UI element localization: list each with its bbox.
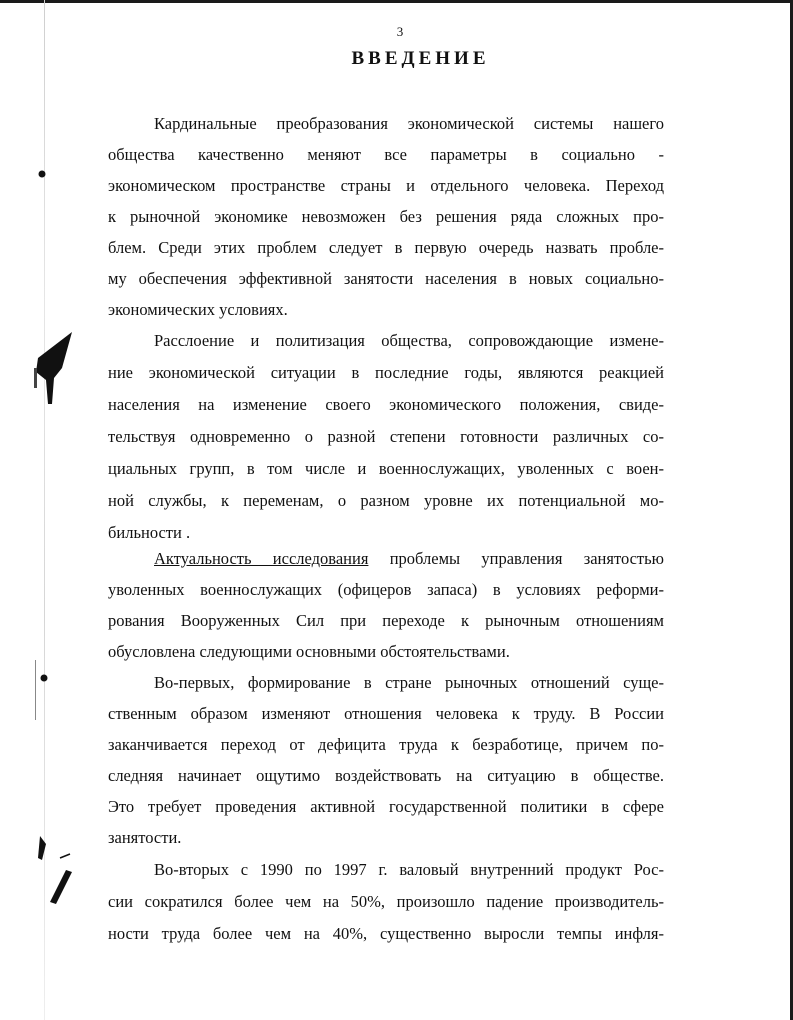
paragraph-1-line-6: му обеспечения эффективной занятости населения в новых социально-	[108, 269, 664, 288]
paragraph-3-line-1-rest: проблемы управления занятостью	[368, 549, 664, 568]
paragraph-2-line-2: ние экономической ситуации в последние годы, являются реакцией	[108, 363, 664, 382]
paragraph-2-line-3: населения на изменение своего экономического положения, свиде-	[108, 395, 664, 414]
paragraph-1-line-1: Кардинальные преобразования экономической системы нашего	[154, 114, 664, 133]
scan-top-border	[0, 0, 793, 3]
paragraph-2-line-1: Расслоение и политизация общества, сопровождающие измене-	[154, 331, 664, 350]
relevance-term: Актуальность исследования	[154, 549, 369, 568]
paragraph-1-line-3: экономическом пространстве страны и отдельного человека. Переход	[108, 176, 664, 195]
paragraph-4-line-3: заканчивается переход от дефицита труда к безработице, причем по-	[108, 735, 664, 754]
page-number: 3	[396, 24, 404, 39]
paragraph-4-line-1: Во-первых, формирование в стране рыночных отношений суще-	[154, 673, 664, 692]
paragraph-2-line-4: тельствуя одновременно о разной степени готовности различных со-	[108, 427, 664, 446]
paragraph-5-line-2: сии сократился более чем на 50%, произошло падение производитель-	[108, 892, 664, 911]
binding-clip-shadow-1	[28, 328, 76, 408]
paragraph-2-line-5: циальных групп, в том числе и военнослужащих, уволенных с воен-	[108, 459, 664, 478]
paragraph-2-line-7: бильности .	[108, 523, 191, 542]
paragraph-3-line-2: уволенных военнослужащих (офицеров запаса) в условиях реформи-	[108, 580, 664, 599]
punch-hole-mark-1	[36, 168, 48, 180]
section-heading: ВВЕДЕНИЕ	[351, 48, 490, 69]
paragraph-4-line-2: ственным образом изменяют отношения человека к труду. В России	[108, 704, 664, 723]
paragraph-3-line-4: обусловлена следующими основными обстоятельствами.	[108, 642, 510, 661]
paragraph-3-line-1	[154, 549, 664, 569]
paragraph-1-line-7: экономических условиях.	[108, 300, 288, 319]
paragraph-3-line-3: рования Вооруженных Сил при переходе к рыночным отношениям	[108, 611, 664, 630]
paragraph-4-line-4: следняя начинает ощутимо воздействовать на ситуацию в обществе.	[108, 766, 664, 785]
paragraph-4-line-5: Это требует проведения активной государственной политики в сфере	[108, 797, 664, 816]
paragraph-1-line-5: блем. Среди этих проблем следует в первую очередь назвать пробле-	[108, 238, 664, 257]
binding-clip-shadow-2	[36, 830, 76, 910]
punch-hole-mark-2	[38, 672, 50, 684]
paragraph-5-line-3: ности труда более чем на 40%, существенно выросли темпы инфля-	[108, 924, 664, 943]
margin-scratch	[34, 660, 38, 720]
paragraph-1-line-2: общества качественно меняют все параметры в социально -	[108, 145, 664, 164]
paragraph-2-line-6: ной службы, к переменам, о разном уровне их потенциальной мо-	[108, 491, 664, 510]
paragraph-5-line-1: Во-вторых с 1990 по 1997 г. валовый внутренний продукт Рос-	[154, 860, 664, 879]
paragraph-4-line-6: занятости.	[108, 828, 182, 847]
paragraph-1-line-4: к рыночной экономике невозможен без решения ряда сложных про-	[108, 207, 664, 226]
